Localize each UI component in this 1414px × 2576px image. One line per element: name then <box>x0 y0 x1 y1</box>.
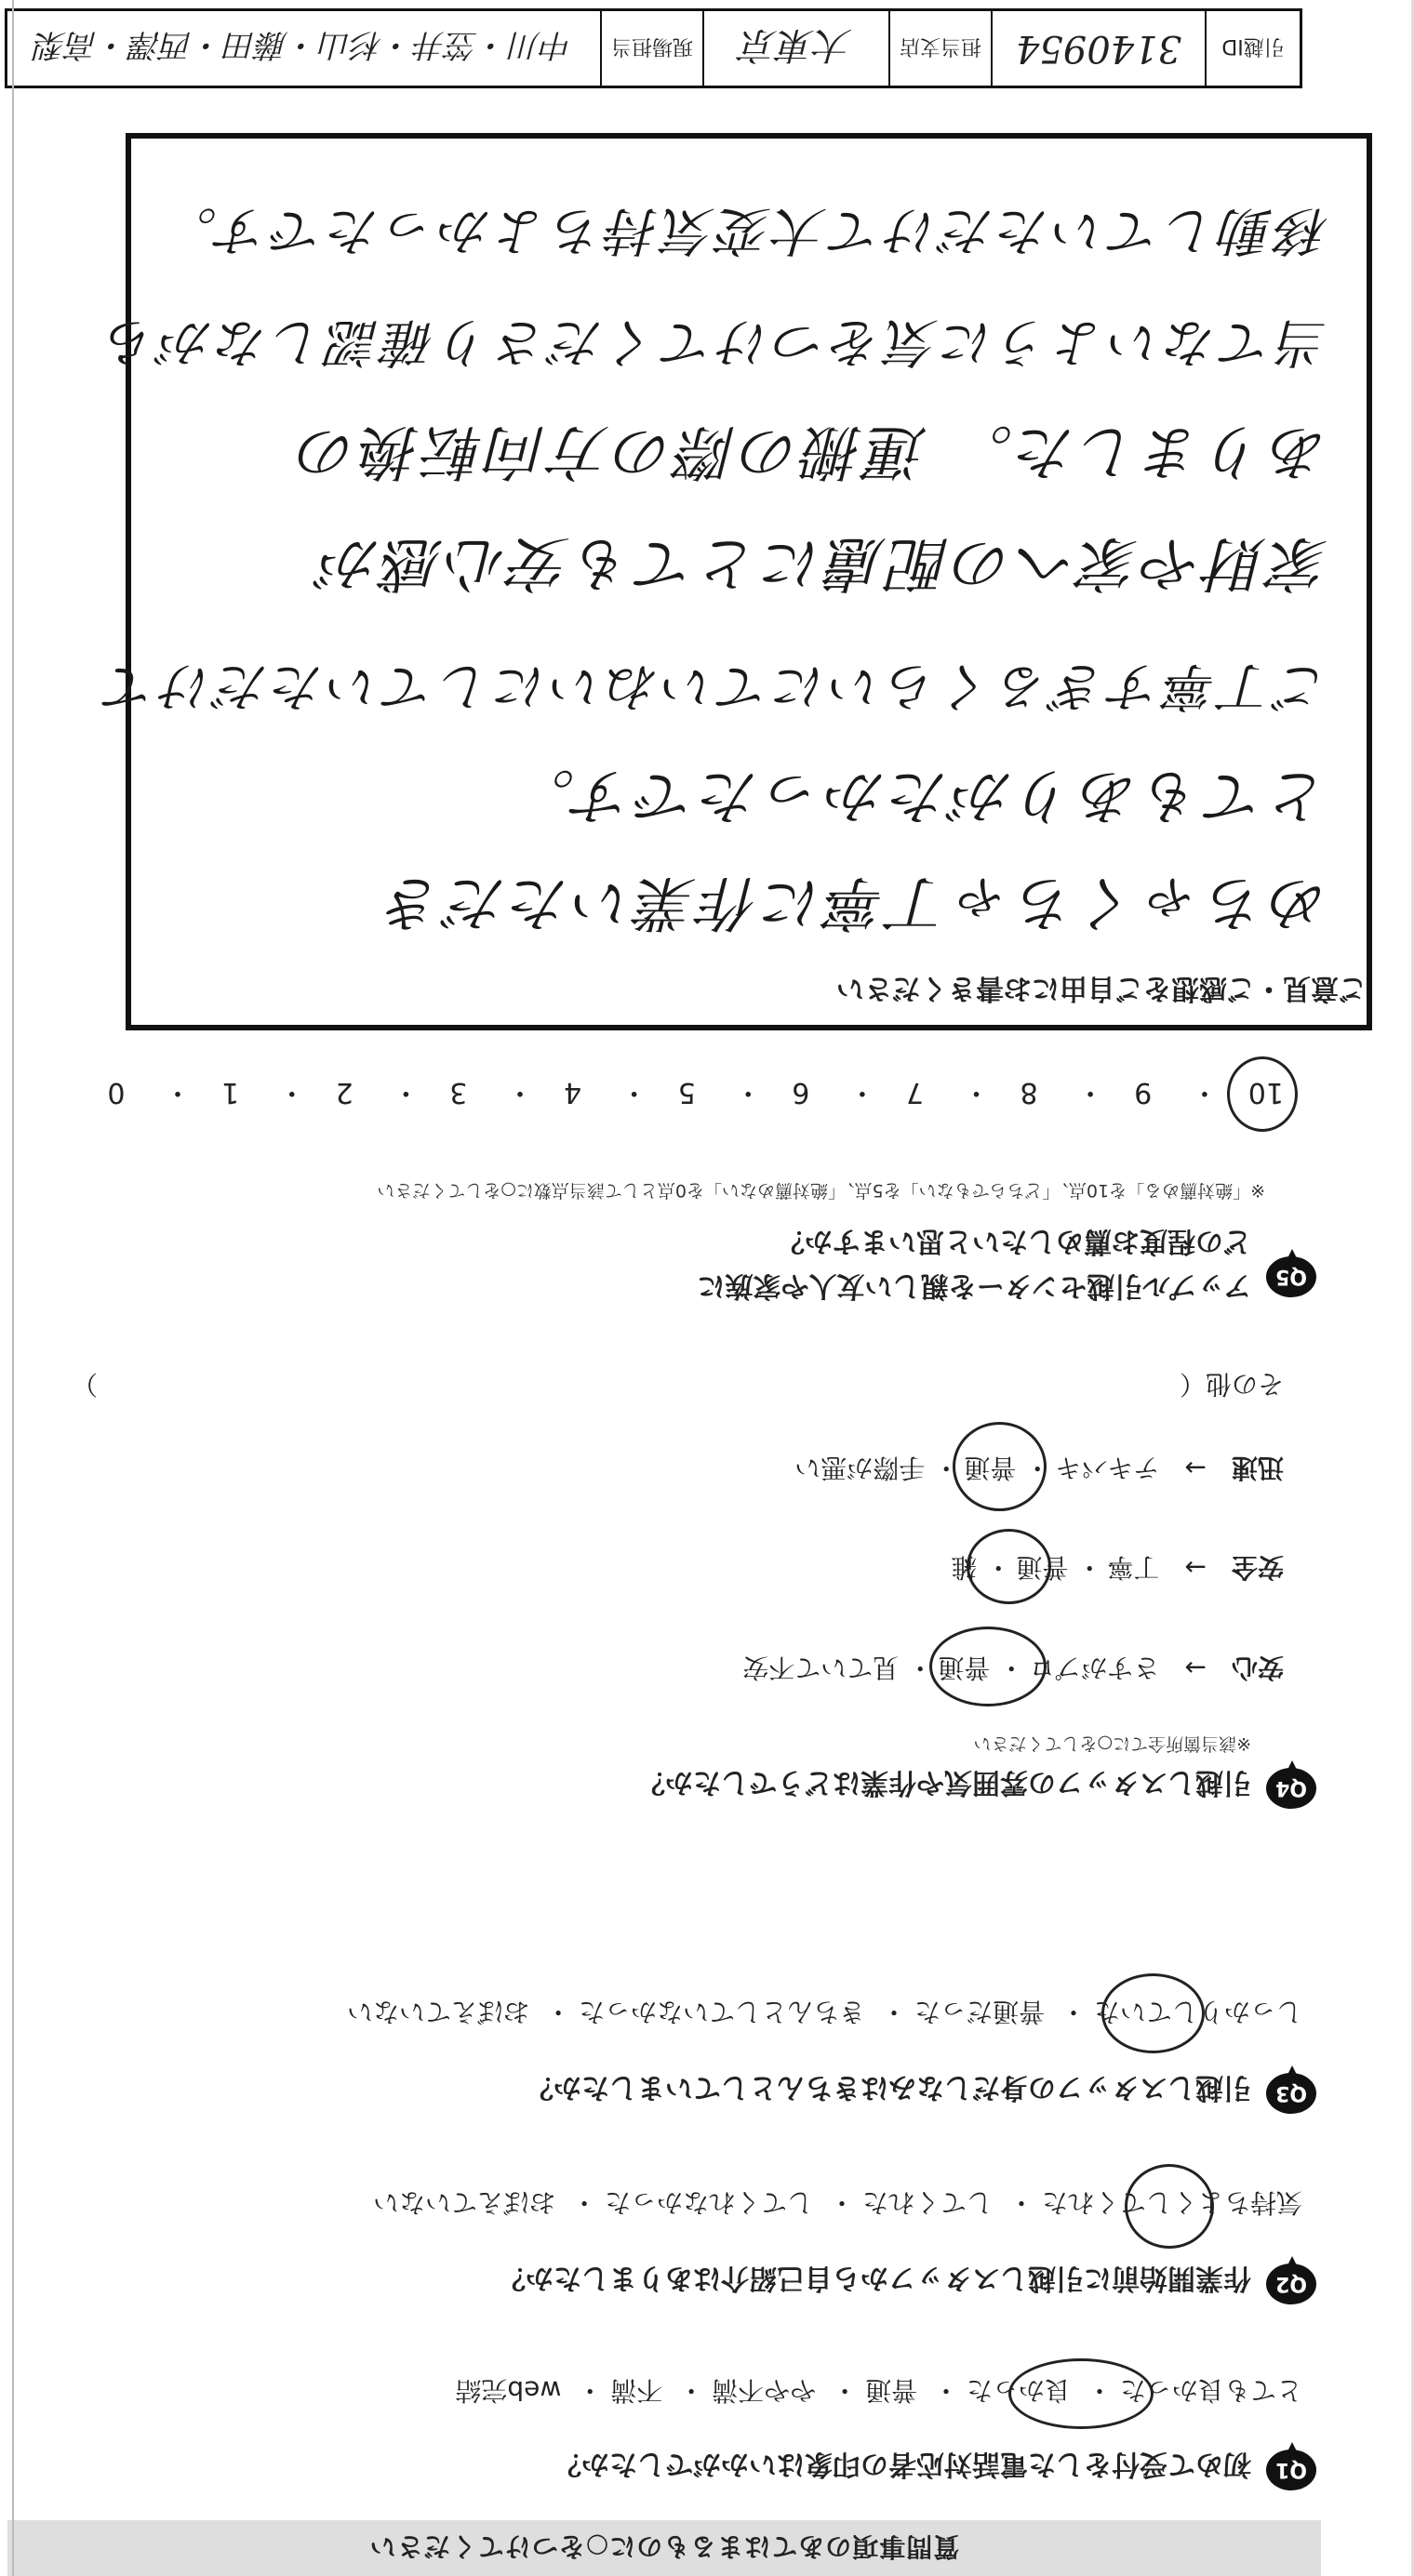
q2-option-selected[interactable]: 気持ちよくしてくれた <box>1041 2187 1302 2218</box>
q1-selection-circle <box>1008 2358 1154 2429</box>
q1-option[interactable]: 不満 <box>610 2375 663 2406</box>
q3-option[interactable]: きちんとしていなかった <box>579 1997 866 2027</box>
q5-question-line2: どの程度お薦めしたいと思いますか？ <box>777 1225 1251 1257</box>
q2-badge: Q2 <box>1266 2264 1316 2304</box>
scale-1[interactable]: 1 <box>221 1076 240 1109</box>
q5-scale: 10・ 9・ 8・ 7・ 6・ 5・ 4・ 3・ 2・ 1・ 0 <box>107 1076 1284 1109</box>
q4-question: 引越しスタッフの雰囲気や作業はどうでしたか？ <box>637 1766 1251 1799</box>
q1-option[interactable]: とても良かった <box>1119 2375 1302 2406</box>
id-value-cell: 3140954 <box>993 11 1207 86</box>
q4-row-anzen: 安全 → 丁寧 ・ 普通 ・ 雑 <box>951 1552 1284 1583</box>
q1-badge: Q1 <box>1266 2450 1316 2490</box>
branch-label-cell: 担当支店 <box>890 11 993 86</box>
q2-options: 気持ちよくしてくれた・ してくれた・ してくれなかった・ おぼえていない <box>373 2187 1302 2218</box>
comment-line: ご丁寧すぎるくらいにていねいにしていただけて <box>101 656 1329 716</box>
scale-5[interactable]: 5 <box>677 1076 696 1109</box>
q5-question-line1: アップル引越センターを親しい友人や家族に <box>697 1269 1251 1302</box>
scale-8[interactable]: 8 <box>1020 1076 1038 1109</box>
q1-options: とても良かった・ 良かった・ 普通・ やや不満・ 不満・ web完結 <box>455 2375 1302 2406</box>
q4-other-close: ） <box>71 1369 98 1400</box>
id-label-cell: 引越ID <box>1221 34 1285 59</box>
q1-option[interactable]: やや不満 <box>712 2375 817 2406</box>
scale-7[interactable]: 7 <box>905 1076 924 1109</box>
q5-note: ※「絶対薦める」を10点、「どちらでもない」を5点、「絶対薦めない」を0点として該当点数に○をしてください <box>377 1180 1265 1201</box>
q4-option[interactable]: 雑 <box>951 1552 978 1583</box>
row-label: 迅速 <box>1231 1453 1284 1483</box>
scale-3[interactable]: 3 <box>449 1076 468 1109</box>
row-label: 安全 <box>1231 1552 1284 1583</box>
scale-9[interactable]: 9 <box>1134 1076 1153 1109</box>
q5-badge: Q5 <box>1266 1256 1316 1297</box>
arrow-icon: → <box>1184 1453 1207 1483</box>
branch-value-cell: 大東京 <box>704 11 890 86</box>
instruction-text: 質問事項のあてはまるものに○をつけてください <box>368 2531 960 2562</box>
q4-option-selected[interactable]: テキパキ <box>1055 1453 1160 1483</box>
q3-option[interactable]: 普通だった <box>914 1997 1046 2027</box>
q4-option[interactable]: 手際が悪い <box>794 1453 926 1483</box>
arrow-icon: → <box>1184 1552 1207 1583</box>
q3-option-selected[interactable]: しっかりしていた <box>1093 1997 1302 2027</box>
q4-anzen-circle <box>967 1529 1051 1604</box>
q4-note: ※該当箇所全てに○をしてください <box>973 1733 1251 1754</box>
q4-option[interactable]: 普通 <box>938 1653 991 1683</box>
comment-line: めちゃくちゃ丁寧に作業いただき <box>380 868 1329 936</box>
q2-question: 作業開始前に引越しスタッフから自己紹介はありましたか？ <box>498 2262 1251 2294</box>
q4-row-jinsoku: 迅速 → テキパキ ・ 普通 ・ 手際が悪い <box>794 1453 1284 1483</box>
arrow-icon: → <box>1184 1653 1207 1683</box>
comment-line: ありました。 運搬の際の方向転換の <box>294 417 1329 485</box>
q1-option[interactable]: web完結 <box>455 2375 562 2406</box>
q4-anshin-circle <box>929 1627 1047 1706</box>
q5-selection-circle <box>1227 1056 1298 1132</box>
scale-10[interactable]: 10 <box>1247 1076 1284 1109</box>
comment-box <box>101 133 1372 1030</box>
q2-option[interactable]: してくれなかった <box>605 2187 814 2218</box>
scale-6[interactable]: 6 <box>792 1076 810 1109</box>
team-value-cell: 中川・笠井・杉山・藤田・西澤・高梨 <box>7 11 602 86</box>
q4-badge: Q4 <box>1266 1768 1316 1809</box>
q2-selection-circle <box>1125 2164 1214 2249</box>
team-label-cell: 現場担当 <box>602 11 704 86</box>
scale-4[interactable]: 4 <box>563 1076 582 1109</box>
comment-line: 当てないように気をつけてくださり確認しながら <box>101 312 1329 372</box>
q4-option-selected[interactable]: 丁寧 <box>1107 1552 1160 1583</box>
q1-question: 初めて受付をした電話対応者の印象はいかがでしたか？ <box>554 2448 1251 2480</box>
q3-options: しっかりしていた・ 普通だった・ きちんとしていなかった・ おぼえていない <box>347 1997 1302 2027</box>
q4-option-selected[interactable]: さすがプロ <box>1029 1653 1160 1683</box>
q4-row-anshin: 安心 → さすがプロ ・ 普通 ・ 見ていて不安 <box>742 1653 1284 1683</box>
q3-question: 引越しスタッフの身だしなみはきちんとしていましたか？ <box>526 2071 1251 2104</box>
row-label: 安心 <box>1231 1653 1284 1683</box>
q4-option[interactable]: 見ていて不安 <box>742 1653 900 1683</box>
q4-jinsoku-circle <box>953 1422 1047 1511</box>
q1-option-selected[interactable]: 良かった <box>967 2375 1072 2406</box>
q4-other-label: その他（ <box>1179 1369 1284 1400</box>
instruction-banner <box>7 2520 1321 2576</box>
q4-option[interactable]: 普通 <box>1016 1552 1069 1583</box>
q3-option[interactable]: おぼえていない <box>347 1997 530 2027</box>
q4-other <box>1172 1367 1284 1404</box>
comment-line: 移動していただけて大変気持ちよかったです。 <box>161 200 1329 260</box>
q4-option[interactable]: 普通 <box>964 1453 1017 1483</box>
comment-line: とてもありがたかったです。 <box>512 761 1329 830</box>
q1-option[interactable]: 普通 <box>865 2375 918 2406</box>
q2-option[interactable]: おぼえていない <box>373 2187 556 2218</box>
scan-edge-line <box>12 0 14 2576</box>
q3-selection-circle <box>1101 1973 1205 2053</box>
comment-line: 家財や家への配慮にとても安心感が <box>317 528 1329 597</box>
q2-option[interactable]: してくれた <box>862 2187 994 2218</box>
comment-title: ご意見・ご感想をご自由にお書きください <box>836 972 1367 1004</box>
scale-0[interactable]: 0 <box>107 1076 126 1109</box>
scale-2[interactable]: 2 <box>335 1076 354 1109</box>
job-info-table <box>5 8 1302 88</box>
q3-badge: Q3 <box>1266 2073 1316 2114</box>
